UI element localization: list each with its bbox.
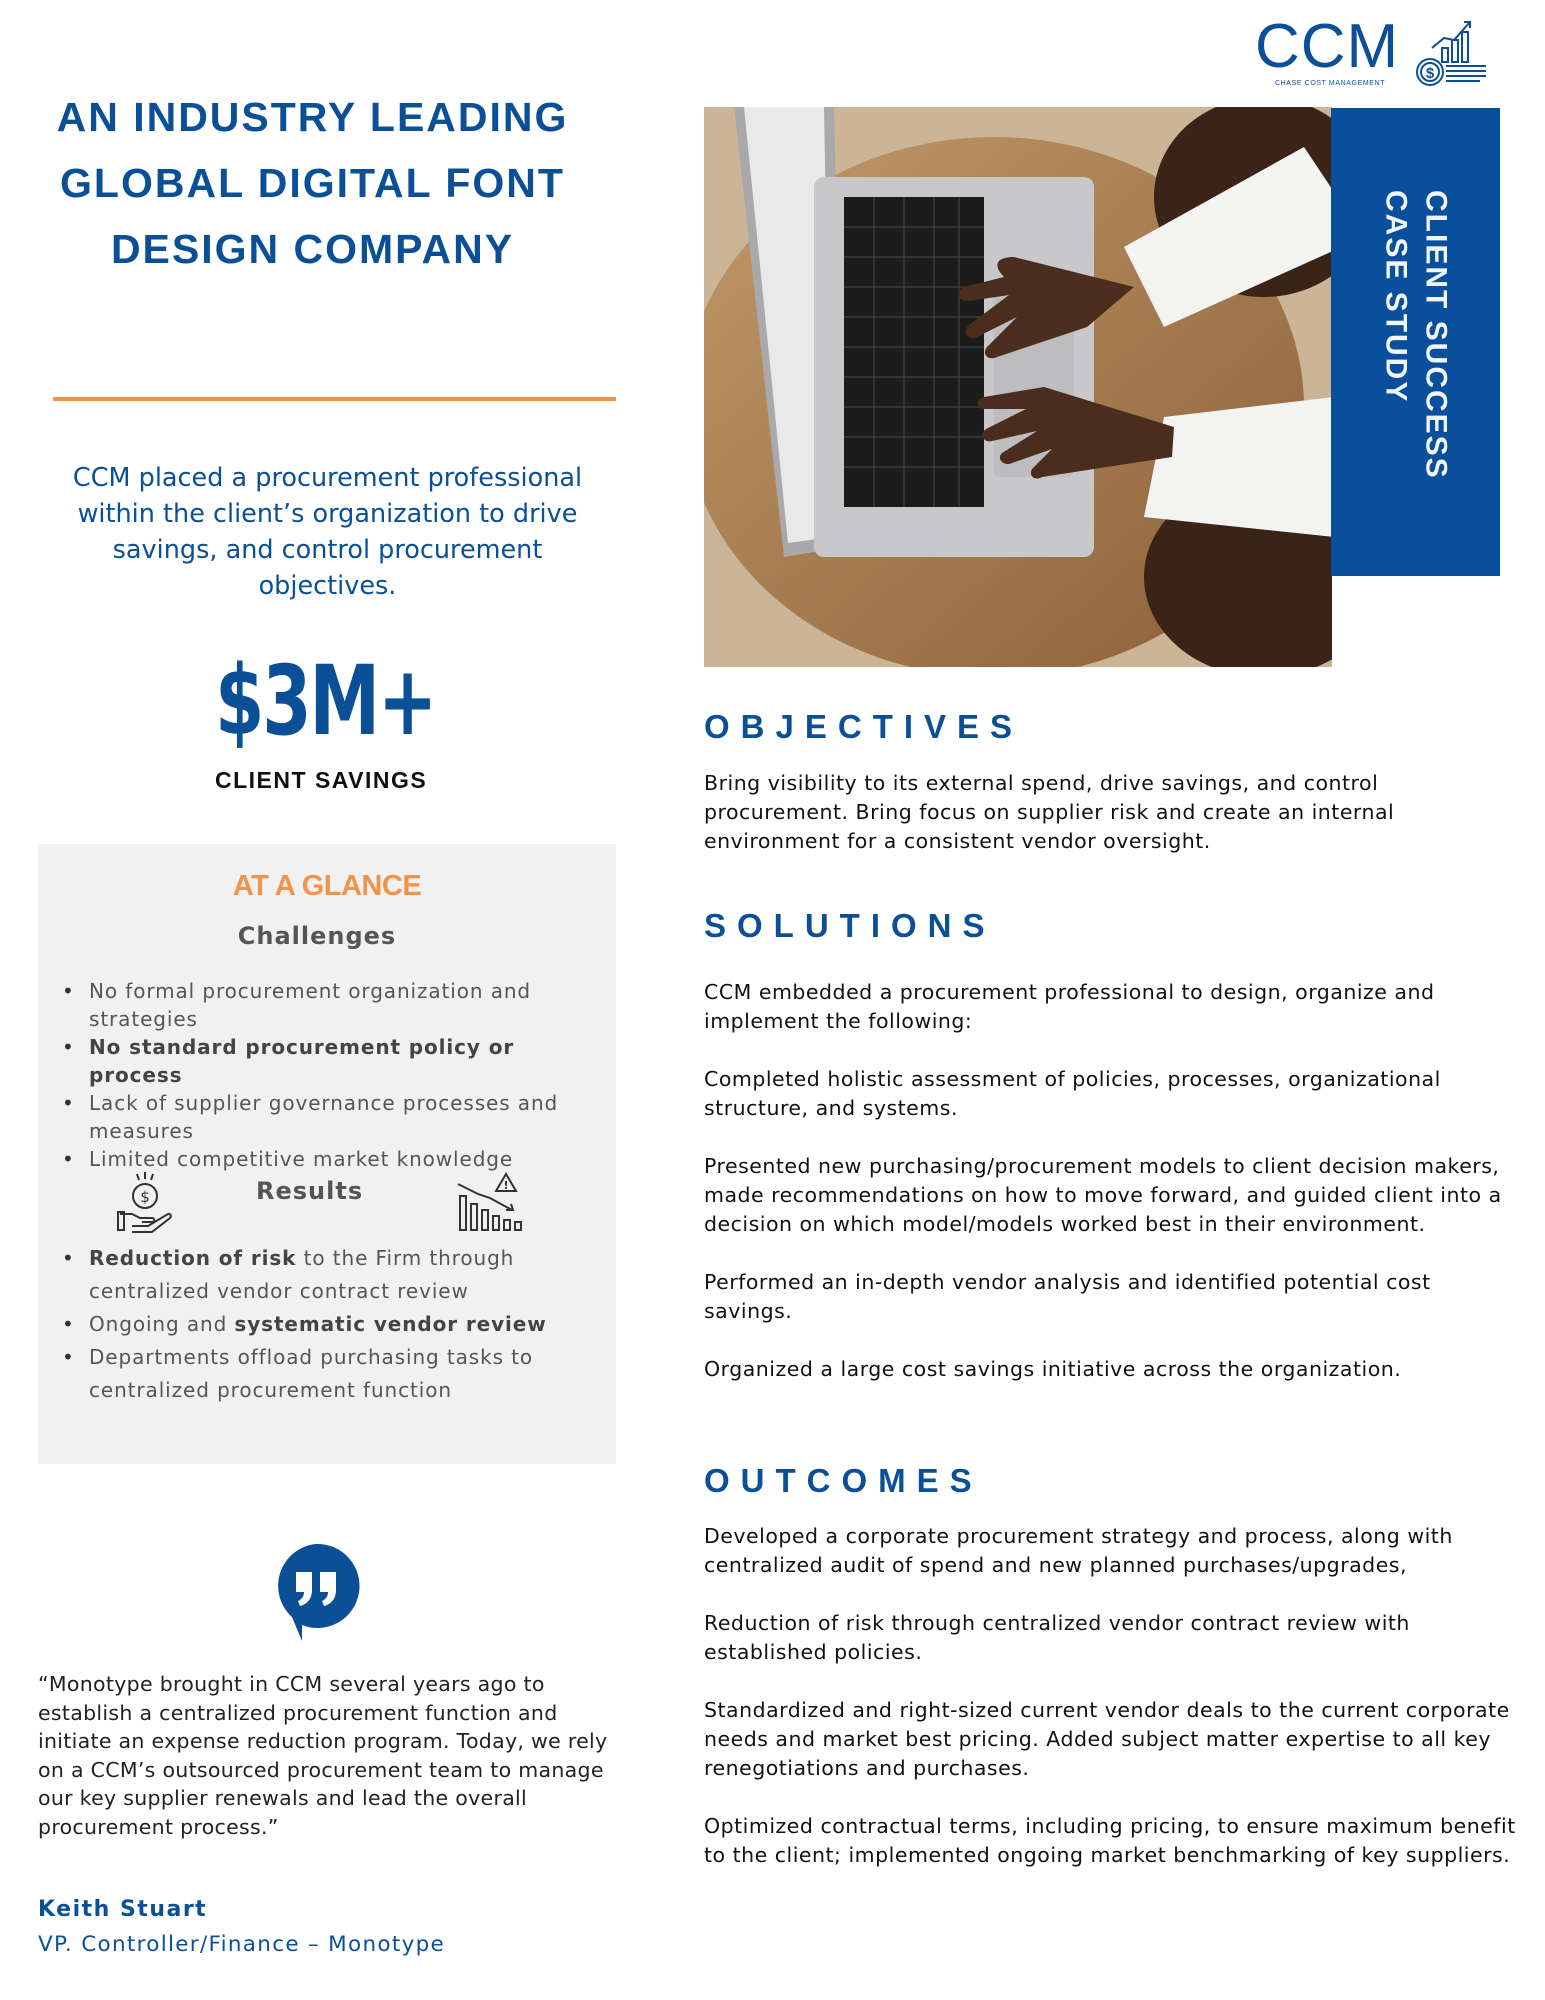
objectives-heading: OBJECTIVES — [704, 708, 1024, 745]
ccm-logo — [1255, 12, 1495, 92]
challenges-heading: Challenges — [237, 922, 397, 950]
challenges-list — [38, 977, 578, 1173]
quote-author-name: Keith Stuart — [38, 1897, 208, 1922]
list-item: • No formal procurement organization and strategies — [38, 977, 578, 1033]
svg-text:$: $ — [1425, 65, 1435, 82]
quote-author-title: VP. Controller/Finance – Monotype — [38, 1932, 446, 1957]
paragraph: Optimized contractual terms, including pricing, to ensure maximum benefit to the client; implemented ongoing market benchmarking of key suppliers. — [704, 1814, 1516, 1867]
results-heading: Results — [256, 1177, 364, 1205]
orange-divider — [53, 397, 616, 401]
declining-chart-warning-icon — [456, 1172, 526, 1238]
logo-tagline: CHASE COST MANAGEMENT — [1275, 80, 1386, 87]
paragraph: Completed holistic assessment of policies, processes, organizational structure, and systems. — [704, 1067, 1441, 1120]
solutions-body — [704, 978, 1524, 1413]
testimonial-quote: “Monotype brought in CCM several years ago to establish a centralized procurement function and initiate an expense reduction program. Today, we rely on a CCM’s outsourced procurement team to manage our key supplier renewals and lead the overall procurement process.” — [38, 1672, 608, 1839]
money-hand-icon — [116, 1170, 174, 1238]
page-headline: AN INDUSTRY LEADING GLOBAL DIGITAL FONT DESIGN COMPANY — [56, 94, 569, 272]
logo-chart-coin-icon — [1410, 18, 1490, 88]
case-study-banner — [1331, 108, 1500, 576]
paragraph: Bring visibility to its external spend, drive savings, and control procurement. Bring focus on supplier risk and create an internal environment for a consistent vendor oversight. — [704, 771, 1395, 853]
list-item: • Limited competitive market knowledge — [38, 1145, 578, 1173]
objectives-body — [704, 769, 1524, 885]
challenge-bold-text: No standard procurement policy or process — [89, 1035, 515, 1087]
result-text: Ongoing and — [89, 1312, 235, 1336]
paragraph: Developed a corporate procurement strategy and process, along with centralized audit of spend and new planned purchases/upgrades, — [704, 1524, 1453, 1577]
paragraph: Reduction of risk through centralized vendor contract review with established policies. — [704, 1611, 1410, 1664]
quote-bubble-icon — [272, 1542, 360, 1646]
list-item: • Lack of supplier governance processes and measures — [38, 1089, 578, 1145]
paragraph: Standardized and right-sized current vendor deals to the current corporate needs and market best pricing. Added subject matter expertise to all key renegotiations and purchases. — [704, 1698, 1510, 1780]
at-a-glance-panel — [38, 844, 616, 1464]
paragraph: CCM embedded a procurement professional to design, organize and implement the following: — [704, 980, 1435, 1033]
list-item — [38, 1341, 598, 1407]
svg-text:$: $ — [140, 1188, 150, 1206]
paragraph: Performed an in-depth vendor analysis and identified potential cost savings. — [704, 1270, 1431, 1323]
results-list — [38, 1242, 598, 1407]
result-text: to the Firm through centralized vendor contract review — [89, 1246, 515, 1303]
glance-title: AT A GLANCE — [232, 870, 422, 902]
list-item — [38, 1308, 598, 1341]
svg-text:!: ! — [503, 1179, 509, 1192]
result-text: Departments offload purchasing tasks to centralized procurement function — [89, 1345, 534, 1402]
paragraph: Presented new purchasing/procurement models to client decision makers, made recommendations on how to move forward, and guided client into a decision on which model/models worked best in their environment. — [704, 1154, 1502, 1236]
banner-text: CLIENT SUCCESS CASE STUDY — [1379, 190, 1453, 480]
result-bold-text: Reduction of risk — [89, 1246, 297, 1270]
paragraph: Organized a large cost savings initiative across the organization. — [704, 1357, 1402, 1381]
outcomes-body — [704, 1522, 1524, 1899]
solutions-heading: SOLUTIONS — [704, 907, 996, 944]
intro-text: CCM placed a procurement professional within the client’s organization to drive savings, and control procurement objectives. — [72, 463, 583, 601]
savings-label: CLIENT SAVINGS — [215, 767, 428, 793]
savings-figure: $3M+ — [215, 645, 436, 757]
logo-wordmark: CCM — [1255, 12, 1400, 81]
laptop-photo — [704, 107, 1332, 667]
outcomes-heading: OUTCOMES — [704, 1462, 983, 1499]
result-bold-text: systematic vendor review — [234, 1312, 547, 1336]
list-item — [38, 1033, 578, 1089]
list-item — [38, 1242, 598, 1308]
